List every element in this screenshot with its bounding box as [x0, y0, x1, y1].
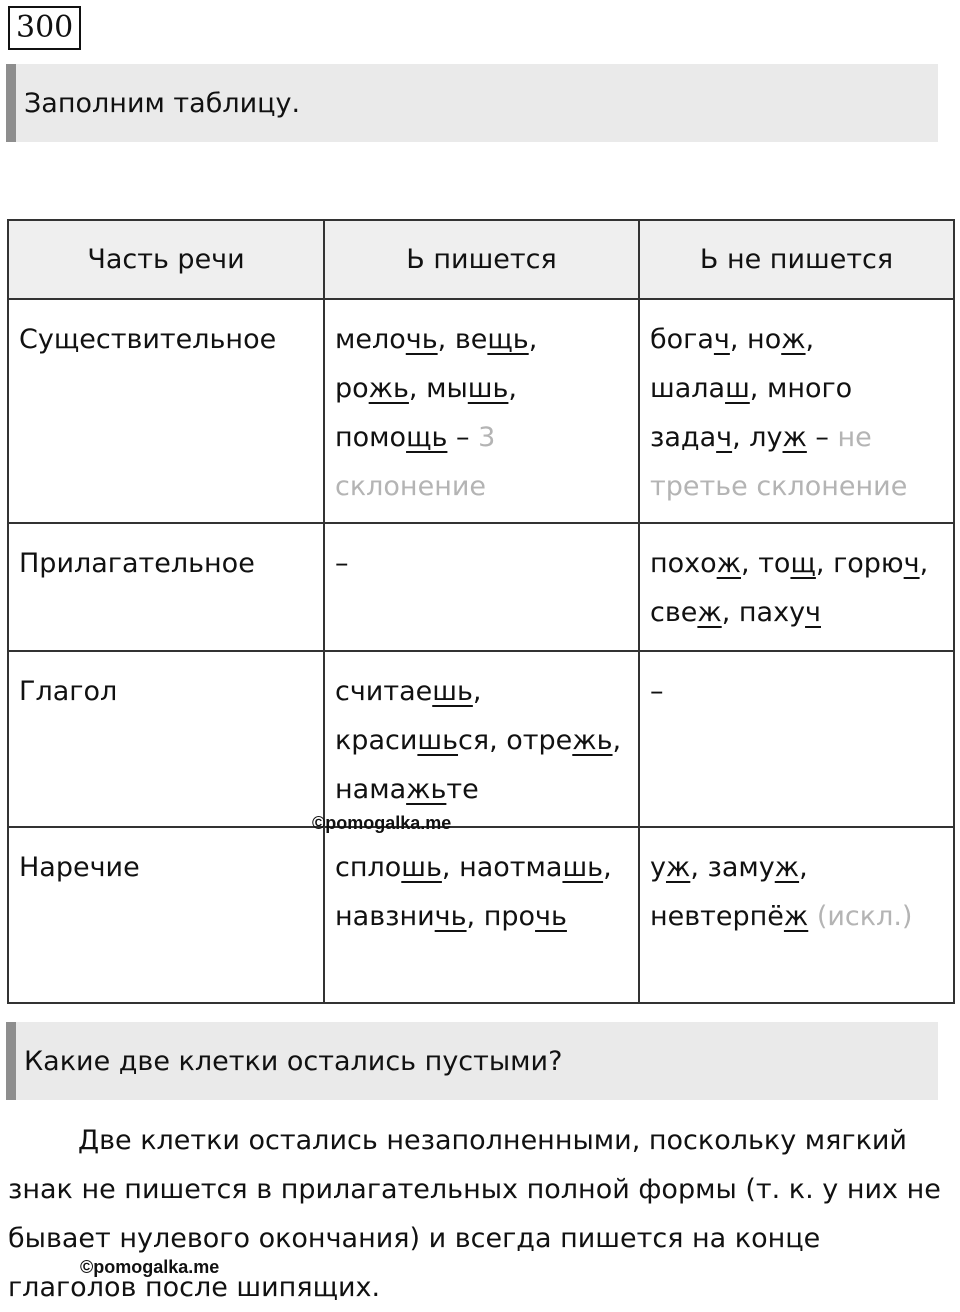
- watermark: ©pomogalka.me: [312, 813, 452, 833]
- task-number: 300: [8, 6, 81, 50]
- watermark: ©pomogalka.me: [80, 1257, 220, 1277]
- word: луж –: [749, 422, 829, 453]
- word: похож,: [650, 548, 750, 579]
- word: шалаш, много: [650, 373, 853, 404]
- word: намажьте: [335, 774, 479, 805]
- answer-paragraph: [8, 1116, 948, 1312]
- word: уж,: [650, 852, 699, 883]
- without-soft-sign-cell: [639, 299, 954, 523]
- table-header-row: [8, 220, 954, 299]
- word: горюч,: [833, 548, 929, 579]
- part-cell: Существительное: [8, 299, 324, 523]
- word: невтерпёж: [650, 901, 809, 932]
- word: мышь,: [426, 373, 518, 404]
- header-without-soft-sign: Ь не пишется: [639, 220, 954, 299]
- part-cell: Глагол: [8, 651, 324, 827]
- word: сплошь,: [335, 852, 451, 883]
- word: мелочь,: [335, 324, 447, 355]
- header-with-soft-sign: Ь пишется: [324, 220, 639, 299]
- word: считаешь,: [335, 676, 482, 707]
- with-soft-sign-cell: [324, 651, 639, 827]
- word: помощь –: [335, 422, 470, 453]
- empty-cell: –: [639, 651, 954, 827]
- declension-note: 3 склонение: [335, 422, 496, 502]
- word: наотмашь,: [459, 852, 612, 883]
- part-cell: Прилагательное: [8, 523, 324, 651]
- question-text: Какие две клетки остались пустыми?: [24, 1045, 563, 1077]
- word: замуж,: [707, 852, 808, 883]
- soft-sign-table: [7, 219, 955, 1004]
- word: отрежь,: [506, 725, 622, 756]
- word: нож,: [747, 324, 815, 355]
- table-row: [8, 523, 954, 651]
- table-row: [8, 299, 954, 523]
- word: вещь,: [454, 324, 538, 355]
- intro-text: Заполним таблицу.: [24, 87, 301, 119]
- word: свеж,: [650, 597, 731, 628]
- header-part-of-speech: Часть речи: [8, 220, 324, 299]
- word: красишься,: [335, 725, 498, 756]
- empty-cell: –: [324, 523, 639, 651]
- with-soft-sign-cell: [324, 299, 639, 523]
- part-cell: Наречие: [8, 827, 324, 1003]
- word: задач,: [650, 422, 741, 453]
- exception-note: (искл.): [816, 901, 913, 932]
- question-bar: [6, 1022, 938, 1100]
- table-row: [8, 827, 954, 1003]
- word: прочь: [483, 901, 567, 932]
- word: богач,: [650, 324, 739, 355]
- declension-note: не третье склонение: [650, 422, 908, 502]
- table-row: [8, 651, 954, 827]
- word: тощ,: [758, 548, 825, 579]
- intro-bar: [6, 64, 938, 142]
- without-soft-sign-cell: [639, 827, 954, 1003]
- word: навзничь,: [335, 901, 476, 932]
- word: пахуч: [738, 597, 821, 628]
- without-soft-sign-cell: [639, 523, 954, 651]
- with-soft-sign-cell: [324, 827, 639, 1003]
- answer-text: Две клетки остались незаполненными, поскольку мягкий знак не пишется в прилагательных полной формы (т. к. у них не бывает нулевого окончания) и всегда пишется на конце глаголов после шипящих.: [8, 1125, 941, 1303]
- word: рожь,: [335, 373, 418, 404]
